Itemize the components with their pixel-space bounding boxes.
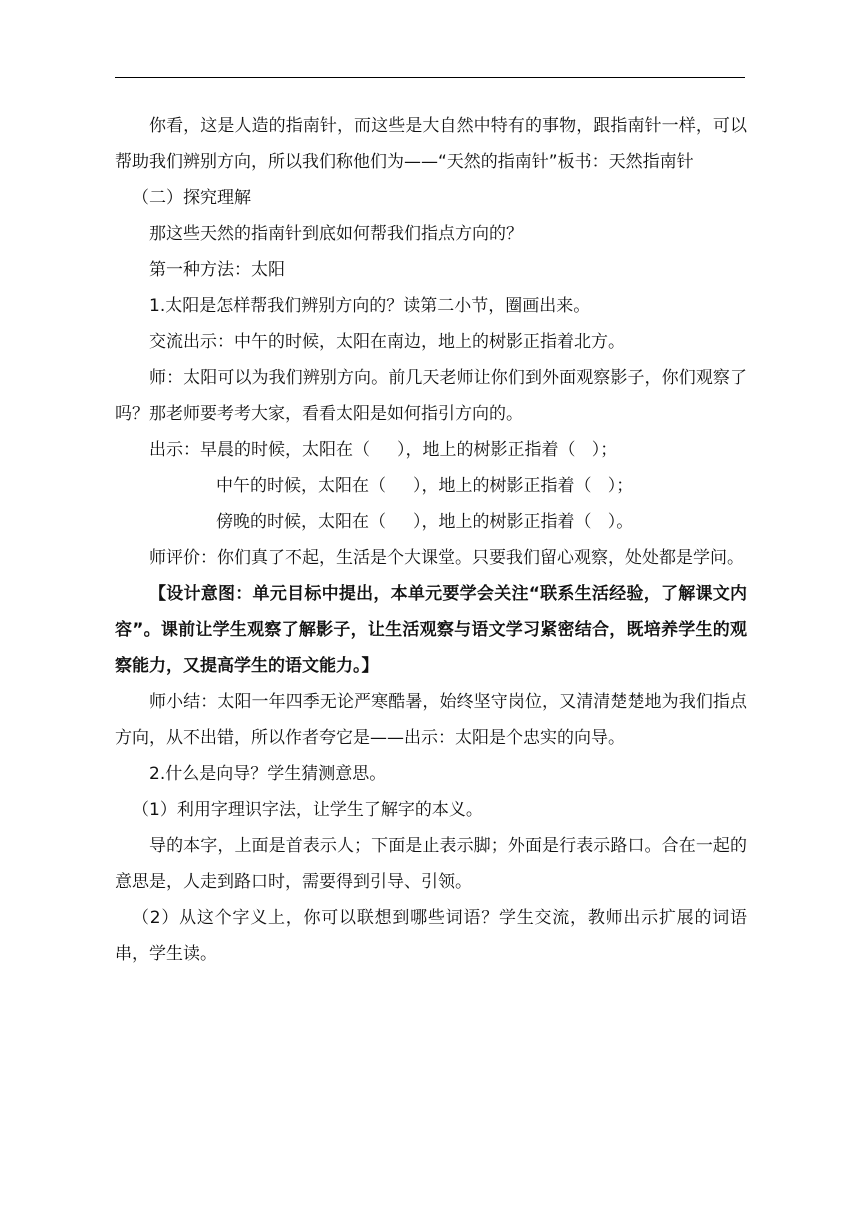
step-2: 2.什么是向导？学生猜测意思。 <box>149 764 387 784</box>
sub-step-2: （2）从这个字义上，你可以联想到哪些词语？学生交流，教师出示扩展的词语串，学生读。 <box>115 908 747 964</box>
sub-step-1: （1）利用字理识字法，让学生了解字的本义。 <box>132 800 483 820</box>
paragraph-exchange: 交流出示：中午的时候，太阳在南边，地上的树影正指着北方。 <box>149 332 625 352</box>
method-heading: 第一种方法：太阳 <box>149 260 285 280</box>
fill-blank-evening: 傍晚的时候，太阳在（ ），地上的树影正指着（ ）。 <box>216 512 634 532</box>
paragraph-teacher: 师：太阳可以为我们辨别方向。前几天老师让你们到外面观察影子，你们观察了吗？那老师要考考大家，看看太阳是如何指引方向的。 <box>115 368 747 424</box>
paragraph-character: 导的本字，上面是首表示人；下面是止表示脚；外面是行表示路口。合在一起的意思是，人走到路口时，需要得到引导、引领。 <box>115 836 747 892</box>
paragraph-question: 那这些天然的指南针到底如何帮我们指点方向的？ <box>149 224 523 244</box>
document-body <box>115 108 747 972</box>
step-1: 1.太阳是怎样帮我们辨别方向的？读第二小节，圈画出来。 <box>149 296 591 316</box>
paragraph-evaluation: 师评价：你们真了不起，生活是个大课堂。只要我们留心观察，处处都是学问。 <box>149 548 744 568</box>
header-rule <box>115 77 745 78</box>
section-heading: （二）探究理解 <box>132 188 251 208</box>
paragraph-summary: 师小结：太阳一年四季无论严寒酷暑，始终坚守岗位，又清清楚楚地为我们指点方向，从不出错，所以作者夸它是——出示：太阳是个忠实的向导。 <box>115 692 747 748</box>
design-intent: 【设计意图：单元目标中提出，本单元要学会关注“联系生活经验，了解课文内容”。课前让学生观察了解影子，让生活观察与语文学习紧密结合，既培养学生的观察能力，又提高学生的语文能力。】 <box>115 584 747 676</box>
fill-blank-morning: 出示：早晨的时候，太阳在（ ），地上的树影正指着（ ）； <box>149 440 618 460</box>
paragraph-intro: 你看，这是人造的指南针，而这些是大自然中特有的事物，跟指南针一样，可以帮助我们辨别方向，所以我们称他们为——“天然的指南针”板书：天然指南针 <box>115 116 747 172</box>
fill-blank-noon: 中午的时候，太阳在（ ），地上的树影正指着（ ）； <box>216 476 634 496</box>
